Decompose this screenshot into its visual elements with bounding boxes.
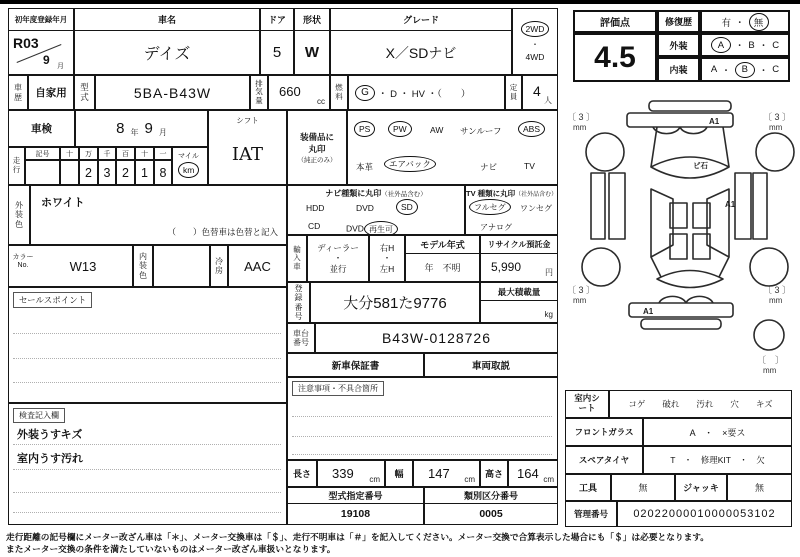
displacement-cell <box>268 75 330 110</box>
mileage-h4: 百 <box>116 147 135 160</box>
exterior-grade-b: B <box>748 39 755 51</box>
sales-point-label: セールスポイント <box>13 292 92 308</box>
navi-type-header-main: ナビ種類に丸印 <box>325 189 382 198</box>
corner-mark-top-right: 〔 3 〕 <box>763 112 792 122</box>
model-year-label: モデル年式 <box>406 236 479 254</box>
sales-dotted-line-2 <box>13 358 281 359</box>
car-name-value: デイズ <box>143 46 191 63</box>
management-number-value: 02022000010000053102 <box>617 501 792 527</box>
model-code-value: 5BA-B43W <box>95 75 250 110</box>
navi-dvd: DVD <box>356 203 374 213</box>
mileage-symbol-header: 記号 <box>25 147 60 160</box>
seat-label: 室内シート <box>565 390 609 418</box>
notes-cell <box>287 377 558 460</box>
import-handle-cell <box>369 235 405 282</box>
corner-mm-top-left: mm <box>573 123 587 132</box>
history-label: 車歴 <box>8 75 28 110</box>
tv-oneseg: ワンセグ <box>520 204 552 213</box>
shape-cell <box>294 8 330 75</box>
tv-analog: アナログ <box>480 223 512 232</box>
equipment-ps-circled: PS <box>354 121 375 137</box>
notes-dotted-line-3 <box>292 454 552 455</box>
height-cell <box>508 460 558 487</box>
shape-label: 形状 <box>295 9 329 31</box>
mileage-h5: 十 <box>135 147 154 160</box>
tv-type-header-main: TV 種類に丸印 <box>466 189 516 198</box>
equipment-sub-label: （純正のみ） <box>297 157 337 164</box>
equipment-aw: AW <box>430 125 444 135</box>
capacity-cell <box>522 75 558 110</box>
sales-point-cell <box>8 287 287 403</box>
fuel-value-cell <box>348 75 505 110</box>
recycle-cell <box>480 235 558 282</box>
corner-mark-extra: 〔 〕 <box>757 355 785 365</box>
repair-history-label: 修復歴 <box>657 10 700 33</box>
length-label: 長さ <box>287 460 317 487</box>
inspection-dotted-line-2 <box>13 469 281 470</box>
equipment-sunroof: サンルーフ <box>460 126 502 136</box>
type-designation-value: 19108 <box>340 508 371 520</box>
import-parallel: 並行 <box>329 263 347 274</box>
warranty-cell: 新車保証書 <box>287 353 424 377</box>
interior-grade-a: A <box>710 64 718 75</box>
inspection-entry-cell <box>8 403 287 525</box>
import-label: 輸入車 <box>287 235 307 282</box>
import-rh: 右H <box>379 242 395 253</box>
repair-yes: 有 <box>721 17 731 29</box>
color-no-value: W13 <box>69 258 97 274</box>
interior-dot1: ・ <box>721 65 731 77</box>
equipment-pw-circled: PW <box>388 121 412 137</box>
inspection-dotted-line-1 <box>13 444 281 445</box>
drive-type-cell <box>512 8 558 75</box>
mileage-d3: 3 <box>98 160 116 185</box>
mileage-mile-label: マイル <box>178 153 199 160</box>
exterior-grade-c: C <box>772 39 780 51</box>
corner-mark-bottom-left: 〔 3 〕 <box>567 285 596 295</box>
chassis-label: 車台番号 <box>287 323 315 353</box>
shaken-month-unit: 月 <box>158 128 167 137</box>
mileage-d2: 2 <box>79 160 98 185</box>
interior-color-value <box>153 245 210 287</box>
doors-label: ドア <box>261 9 293 31</box>
car-condition-diagram <box>563 95 797 387</box>
grade-value: X／SDナビ <box>385 44 457 61</box>
height-unit: cm <box>543 475 554 484</box>
displacement-label: 排気量 <box>250 75 268 110</box>
interior-grade-c: C <box>772 64 780 75</box>
exterior-color-cell <box>30 185 287 245</box>
history-value: 自家用 <box>28 75 74 110</box>
tv-type-cell <box>465 185 558 235</box>
capacity-label: 定員 <box>505 75 522 110</box>
footnote-line-2: またメーター交換の条件を満たしていないものはメーター改ざん車扱いとなります。 <box>6 544 336 554</box>
score-label: 評価点 <box>573 10 657 33</box>
class-number-cell <box>424 487 558 525</box>
navi-type-header <box>288 188 464 199</box>
model-code-label: 型式 <box>74 75 95 110</box>
navi-dvd-play-circled: 再生可 <box>364 221 398 237</box>
corner-mm-bottom-right: mm <box>769 296 783 305</box>
mileage-h2: 万 <box>79 147 98 160</box>
displacement-unit: cc <box>317 97 325 106</box>
reg-date-label: 初年度登録年月 <box>9 9 73 31</box>
exterior-grade-value <box>700 33 790 57</box>
sales-dotted-line-3 <box>13 382 281 383</box>
fuel-label: 燃料 <box>330 75 348 110</box>
exterior-color-label: 外装色 <box>8 185 30 245</box>
spare-tire-label: スペアタイヤ <box>565 446 643 474</box>
payload-unit: kg <box>544 310 553 319</box>
jack-label: ジャッキ <box>675 474 727 501</box>
width-cell <box>413 460 480 487</box>
equipment-abs-circled: ABS <box>518 121 545 137</box>
equipment-label-cell <box>287 110 347 185</box>
drive-dot: ・ <box>531 40 539 49</box>
mileage-h1: 十 <box>60 147 79 160</box>
shaken-month: 9 <box>144 120 153 137</box>
doors-value: 5 <box>272 44 282 61</box>
interior-grade-value <box>700 57 790 82</box>
reg-date-month: 9 <box>43 53 50 67</box>
shift-value: IAT <box>231 144 264 165</box>
fuel-options: ・ D ・ HV ・（ ） <box>378 88 471 100</box>
import-dealer: ディーラー <box>317 242 359 253</box>
interior-color-label: 内装色 <box>133 245 153 287</box>
import-dot1: ・ <box>333 253 343 264</box>
tools-value: 無 <box>611 474 675 501</box>
length-cell <box>317 460 385 487</box>
inspection-entry-line2: 室内うす汚れ <box>17 453 83 465</box>
footnote-line-1: 走行距離の記号欄にメーター改ざん車は「＊」、メーター交換車は「＄」、走行不明車は「＃」を記入してください。メーター交換で合算表示した場合にも「＄」は必要となります。 <box>6 532 709 542</box>
registration-label: 登録番号 <box>287 282 310 323</box>
model-year-value: 年 不明 <box>424 263 461 273</box>
type-designation-label: 型式指定番号 <box>288 488 423 504</box>
height-label: 高さ <box>480 460 508 487</box>
repair-history-value <box>700 10 790 33</box>
sales-dotted-line-1 <box>13 333 281 334</box>
shift-cell <box>208 110 287 185</box>
mileage-d6: 8 <box>154 160 172 185</box>
shaken-year-unit: 年 <box>130 128 139 137</box>
equipment-tv: TV <box>524 161 535 171</box>
width-value: 147 <box>428 466 450 481</box>
navi-cd: CD <box>308 221 321 231</box>
car-name-cell <box>74 8 260 75</box>
import-dot2: ・ <box>382 253 392 264</box>
management-number-label: 管理番号 <box>565 501 617 527</box>
model-year-cell <box>405 235 480 282</box>
ac-value: AAC <box>228 245 287 287</box>
payload-cell <box>480 282 558 323</box>
mileage-d4: 2 <box>116 160 135 185</box>
displacement-value: 660 <box>279 84 301 99</box>
tv-type-header-sub: （社外品含む） <box>515 192 558 198</box>
navi-type-header-sub: （社外品含む） <box>381 191 427 198</box>
ac-label: 冷房 <box>210 245 228 287</box>
top-border-strip <box>0 0 800 4</box>
import-lh: 左H <box>379 263 395 274</box>
recycle-label: リサイクル預託金 <box>481 236 557 254</box>
windshield-value: A ・ ×要ス <box>643 418 792 446</box>
reg-date-month-unit: 月 <box>57 63 64 70</box>
width-unit: cm <box>464 475 475 484</box>
shaken-year: 8 <box>116 120 125 137</box>
manual-cell: 車両取説 <box>424 353 558 377</box>
interior-grade-b-circled: B <box>735 62 755 78</box>
inspection-entry-line1: 外装うすキズ <box>17 429 83 441</box>
interior-grade-label: 内装 <box>657 57 700 82</box>
height-value: 164 <box>517 466 539 481</box>
equipment-leather: 本革 <box>356 162 374 172</box>
equipment-label-1: 装備品に <box>299 132 334 142</box>
car-name-label: 車名 <box>75 9 259 31</box>
shape-value: W <box>304 44 320 61</box>
equipment-navi: ナビ <box>480 162 498 172</box>
class-number-value: 0005 <box>479 508 503 520</box>
doors-cell <box>260 8 294 75</box>
mileage-d5: 1 <box>135 160 154 185</box>
type-designation-cell <box>287 487 424 525</box>
notes-label: 注意事項・不具合箇所 <box>292 381 384 396</box>
corner-mm-bottom-left: mm <box>573 296 587 305</box>
notes-dotted-line-1 <box>292 416 552 417</box>
length-value: 339 <box>332 466 354 481</box>
grade-cell <box>330 8 512 75</box>
tv-type-header <box>466 188 557 199</box>
notes-dotted-line-2 <box>292 436 552 437</box>
exterior-dot2: ・ <box>758 41 769 52</box>
chassis-value: B43W-0128726 <box>315 323 558 353</box>
color-no-label: カラーNo. <box>12 254 34 270</box>
length-unit: cm <box>369 475 380 484</box>
mileage-symbol-value <box>25 160 60 185</box>
windshield-label: フロントガラス <box>565 418 643 446</box>
stone-chip-label: ビ石 <box>693 161 708 170</box>
navi-hdd: HDD <box>306 203 325 213</box>
exterior-color-value: ホワイト <box>41 197 85 209</box>
shaken-value <box>75 110 208 147</box>
equipment-label-2: 丸印 <box>308 144 326 154</box>
capacity-unit: 人 <box>544 96 552 105</box>
exterior-dot1: ・ <box>734 41 745 52</box>
grade-label: グレード <box>331 9 511 31</box>
capacity-value: 4 <box>533 83 541 99</box>
registration-value: 大分581た9776 <box>310 282 480 323</box>
inspection-entry-label: 検査記入欄 <box>13 408 65 423</box>
corner-mm-extra: mm <box>763 366 777 375</box>
spare-tire-value: T ・ 修理KIT ・ 欠 <box>643 446 792 474</box>
tv-fullseg-circled: フルセグ <box>469 199 511 215</box>
mileage-unit-cell <box>172 147 208 185</box>
mileage-h3: 千 <box>98 147 116 160</box>
exterior-color-note: （ ）色替車は色替と記入 <box>167 227 278 237</box>
repair-no-circled: 無 <box>749 13 769 31</box>
a1-front-label: A1 <box>709 117 720 126</box>
class-number-label: 類別区分番号 <box>425 488 557 504</box>
inspection-dotted-line-4 <box>13 512 281 513</box>
shaken-label: 車検 <box>8 110 75 147</box>
color-no-cell <box>8 245 133 287</box>
recycle-unit: 円 <box>545 268 553 277</box>
mileage-d1 <box>60 160 79 185</box>
a1-rear-label: A1 <box>643 307 654 316</box>
import-dealer-cell <box>307 235 369 282</box>
mileage-h6: 一 <box>154 147 172 160</box>
navi-dvd-play-prefix: DVD <box>346 223 364 234</box>
recycle-value: 5,990 <box>491 260 522 274</box>
reg-date-cell <box>8 8 74 75</box>
navi-type-cell <box>287 185 465 235</box>
jack-value: 無 <box>727 474 792 501</box>
tools-label: 工具 <box>565 474 611 501</box>
interior-dot2: ・ <box>758 65 769 77</box>
corner-mm-top-right: mm <box>769 123 783 132</box>
payload-label: 最大積載量 <box>481 283 557 301</box>
drive-2wd-circled: 2WD <box>521 21 550 37</box>
drive-4wd: 4WD <box>525 52 545 62</box>
a1-side-label: A1 <box>725 200 736 209</box>
corner-mark-top-left: 〔 3 〕 <box>567 112 596 122</box>
mileage-label: 走行 <box>8 147 25 185</box>
exterior-grade-label: 外装 <box>657 33 700 57</box>
corner-mark-bottom-right: 〔 3 〕 <box>763 285 792 295</box>
width-label: 幅 <box>385 460 413 487</box>
shift-label: シフト <box>236 116 259 125</box>
equipment-items-cell <box>347 110 558 185</box>
fuel-g-circled: G <box>355 85 375 101</box>
navi-sd-circled: SD <box>396 199 418 215</box>
exterior-grade-a-circled: A <box>711 37 731 53</box>
reg-date-era: R03 <box>13 35 39 51</box>
inspection-dotted-line-3 <box>13 492 281 493</box>
repair-dot: ・ <box>735 17 745 29</box>
equipment-airbag-circled: エアバック <box>384 156 436 172</box>
mileage-km-circled: km <box>178 162 199 178</box>
score-value: 4.5 <box>573 33 657 82</box>
seat-value: コゲ 破れ 汚れ 穴 キズ <box>609 390 792 418</box>
